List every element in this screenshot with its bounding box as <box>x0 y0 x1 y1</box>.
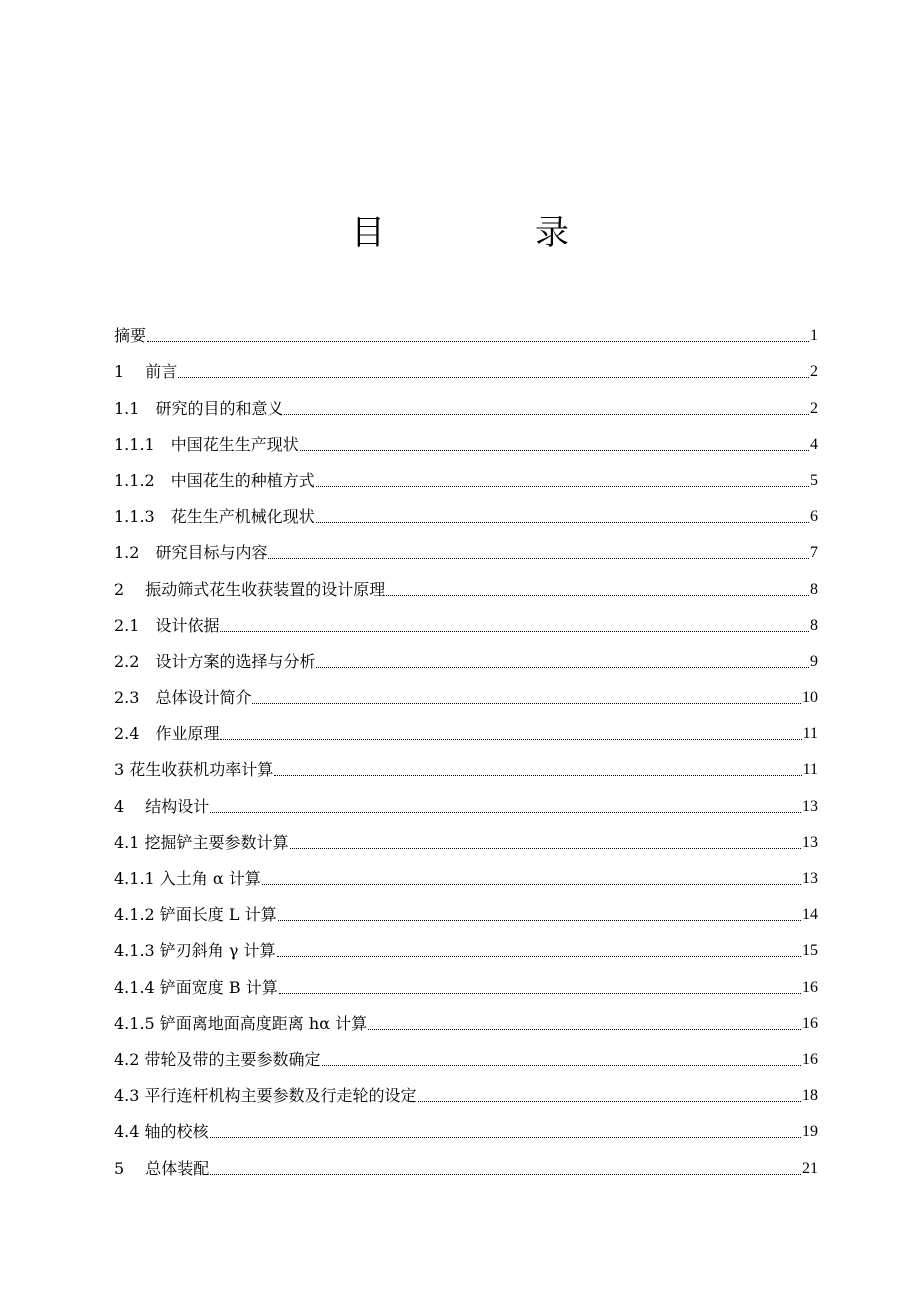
toc-entry-page: 2 <box>810 363 818 381</box>
dot-leader <box>147 340 809 342</box>
dot-leader <box>210 811 801 813</box>
toc-entry-label: 4.1 挖掘铲主要参数计算 <box>114 832 289 852</box>
toc-entry[interactable] <box>114 606 818 642</box>
toc-entry[interactable] <box>114 388 818 424</box>
dot-leader <box>278 919 801 921</box>
dot-leader <box>290 847 801 849</box>
toc-entry-label: 4.1.3 铲刃斜角 γ 计算 <box>114 941 276 961</box>
toc-entry[interactable] <box>114 714 818 750</box>
toc-entry-page: 4 <box>810 435 818 453</box>
dot-leader <box>279 992 801 994</box>
toc-entry-label: 4.2 带轮及带的主要参数确定 <box>114 1049 321 1069</box>
toc-entry-label: 2.3 总体设计简介 <box>114 688 252 708</box>
dot-leader <box>178 376 809 378</box>
dot-leader <box>210 1136 801 1138</box>
dot-leader <box>368 1028 801 1030</box>
toc-entry-label: 2.2 设计方案的选择与分析 <box>114 651 316 671</box>
toc-entry[interactable] <box>114 1112 818 1148</box>
toc-entry[interactable] <box>114 533 818 569</box>
toc-entry-label: 4.1.4 铲面宽度 B 计算 <box>114 977 278 997</box>
toc-entry[interactable] <box>114 823 818 859</box>
toc-entry[interactable] <box>114 425 818 461</box>
toc-entry-page: 11 <box>802 725 818 743</box>
dot-leader <box>316 485 809 487</box>
dot-leader <box>418 1100 801 1102</box>
toc-entry-page: 7 <box>810 544 818 562</box>
toc-entry-page: 8 <box>810 616 818 634</box>
toc-entry[interactable] <box>114 750 818 786</box>
dot-leader <box>322 1064 801 1066</box>
toc-entry-page: 13 <box>802 797 818 815</box>
dot-leader <box>386 594 809 596</box>
toc-entry-page: 9 <box>810 652 818 670</box>
dot-leader <box>220 630 809 632</box>
toc-entry-page: 19 <box>802 1123 818 1141</box>
toc-entry[interactable] <box>114 1040 818 1076</box>
toc-entry[interactable] <box>114 786 818 822</box>
toc-entry-label: 摘要 <box>114 326 147 346</box>
toc-entry-page: 16 <box>802 1050 818 1068</box>
toc-entry[interactable] <box>114 1076 818 1112</box>
toc-entry-page: 11 <box>802 761 818 779</box>
toc-entry-page: 2 <box>810 399 818 417</box>
table-of-contents <box>114 316 818 1185</box>
toc-entry-page: 16 <box>802 1014 818 1032</box>
toc-entry-label: 4.4 轴的校核 <box>114 1122 209 1142</box>
toc-entry-label: 1 前言 <box>114 362 178 382</box>
toc-entry-label: 2.4 作业原理 <box>114 724 220 744</box>
toc-entry-label: 5 总体装配 <box>114 1158 210 1178</box>
dot-leader <box>277 955 801 957</box>
toc-entry-page: 6 <box>810 508 818 526</box>
toc-entry-label: 4.1.2 铲面长度 L 计算 <box>114 905 277 925</box>
toc-entry-label: 1.1.1 中国花生生产现状 <box>114 434 299 454</box>
dot-leader <box>252 702 801 704</box>
toc-entry-page: 18 <box>802 1087 818 1105</box>
toc-entry[interactable] <box>114 569 818 605</box>
toc-entry[interactable] <box>114 1004 818 1040</box>
page-title: 目 录 <box>351 213 627 253</box>
toc-entry[interactable] <box>114 642 818 678</box>
toc-entry-label: 1.1.2 中国花生的种植方式 <box>114 470 315 490</box>
toc-entry[interactable] <box>114 352 818 388</box>
toc-entry-page: 5 <box>810 471 818 489</box>
toc-entry[interactable] <box>114 497 818 533</box>
dot-leader <box>284 413 809 415</box>
toc-entry[interactable] <box>114 931 818 967</box>
dot-leader <box>210 1173 801 1175</box>
toc-entry-label: 4.1.5 铲面离地面高度距离 hα 计算 <box>114 1013 368 1033</box>
dot-leader <box>300 449 809 451</box>
dot-leader <box>274 774 801 776</box>
toc-entry-page: 13 <box>802 833 818 851</box>
toc-entry[interactable] <box>114 895 818 931</box>
toc-entry-page: 14 <box>802 906 818 924</box>
toc-entry-label: 4.1.1 入土角 α 计算 <box>114 869 261 888</box>
dot-leader <box>262 883 801 885</box>
toc-entry-label: 1.1.3 花生生产机械化现状 <box>114 507 315 527</box>
toc-entry-label: 3 花生收获机功率计算 <box>114 760 274 780</box>
dot-leader <box>220 738 801 740</box>
toc-entry[interactable] <box>114 678 818 714</box>
dot-leader <box>316 521 809 523</box>
toc-entry-page: 15 <box>802 942 818 960</box>
toc-entry-page: 10 <box>802 689 818 707</box>
toc-entry[interactable] <box>114 1148 818 1184</box>
toc-entry-page: 16 <box>802 978 818 996</box>
toc-entry-label: 4 结构设计 <box>114 796 210 816</box>
toc-entry[interactable] <box>114 461 818 497</box>
toc-entry-label: 1.2 研究目标与内容 <box>114 543 268 563</box>
toc-entry-label: 4.3 平行连杆机构主要参数及行走轮的设定 <box>114 1086 417 1106</box>
dot-leader <box>268 557 809 559</box>
toc-entry-label: 1.1 研究的目的和意义 <box>114 398 284 418</box>
toc-entry[interactable] <box>114 859 818 895</box>
toc-entry-page: 13 <box>802 870 818 887</box>
toc-entry-page: 1 <box>810 327 818 345</box>
dot-leader <box>316 666 809 668</box>
toc-entry-label: 2.1 设计依据 <box>114 615 220 635</box>
toc-entry[interactable] <box>114 967 818 1003</box>
toc-entry-page: 8 <box>810 580 818 598</box>
toc-entry[interactable] <box>114 316 818 352</box>
toc-entry-label: 2 振动筛式花生收获装置的设计原理 <box>114 579 386 599</box>
toc-entry-page: 21 <box>802 1159 818 1177</box>
